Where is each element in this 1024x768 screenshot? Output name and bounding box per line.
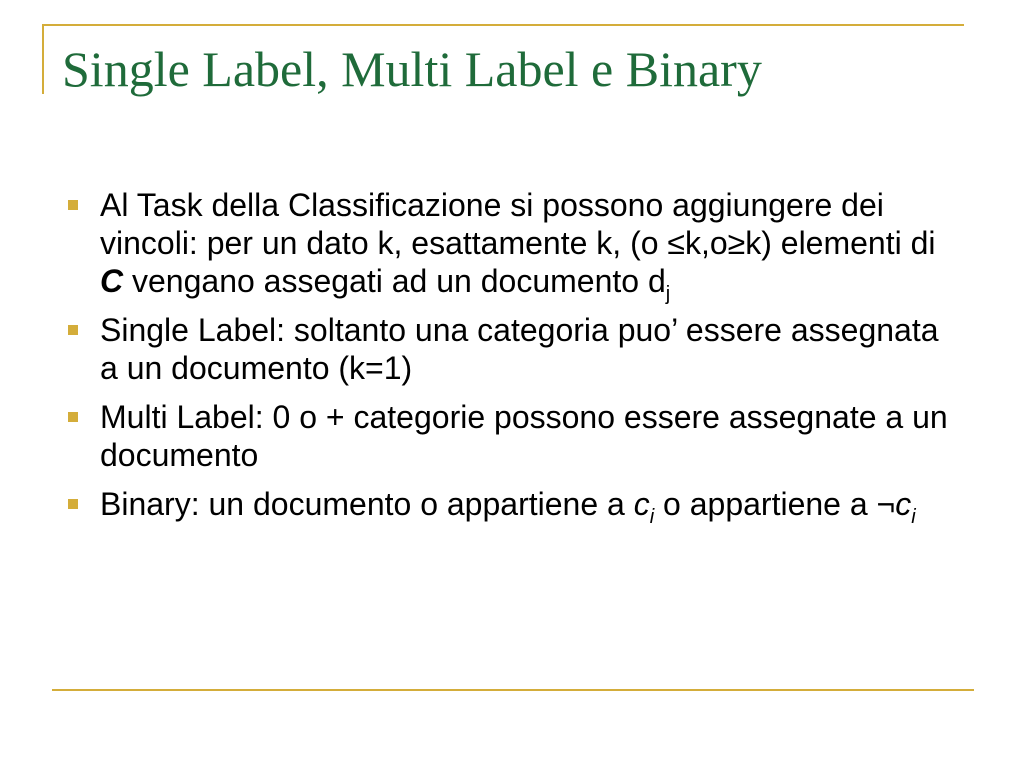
subscript: i: [649, 506, 655, 528]
bullet-single-label: [62, 311, 962, 387]
square-bullet-icon: [68, 412, 78, 422]
square-bullet-icon: [68, 499, 78, 509]
category-set-symbol: C: [100, 263, 124, 299]
bullet-text: Single Label: soltanto una categoria puo’ essere assegnata a un documento (k=1): [100, 312, 939, 386]
bullet-text: o appartiene a: [654, 486, 877, 522]
bullet-text: Binary: un documento o appartiene a: [100, 486, 634, 522]
top-rule: [42, 24, 964, 26]
bullet-text: Multi Label: 0 o + categorie possono essere assegnate a un documento: [100, 399, 948, 473]
bullet-text: Al Task della Classificazione si possono aggiungere dei vincoli: per un dato k, esattamente k, (o ≤k,o≥k) elementi di: [100, 187, 936, 261]
bullet-multi-label: [62, 398, 962, 474]
category-variable: c: [633, 486, 650, 522]
bullet-constraints: [62, 186, 962, 305]
bullet-text: vengano assegati ad un documento d: [123, 263, 666, 299]
bullet-binary: [62, 485, 962, 528]
bullet-list: [62, 186, 962, 534]
negated-category-variable: ¬c: [876, 486, 912, 522]
slide-title: Single Label, Multi Label e Binary: [62, 41, 762, 97]
subscript: i: [911, 506, 916, 528]
square-bullet-icon: [68, 200, 78, 210]
square-bullet-icon: [68, 325, 78, 335]
left-rule: [42, 24, 44, 94]
subscript: j: [665, 283, 671, 305]
bottom-rule: [52, 689, 974, 691]
